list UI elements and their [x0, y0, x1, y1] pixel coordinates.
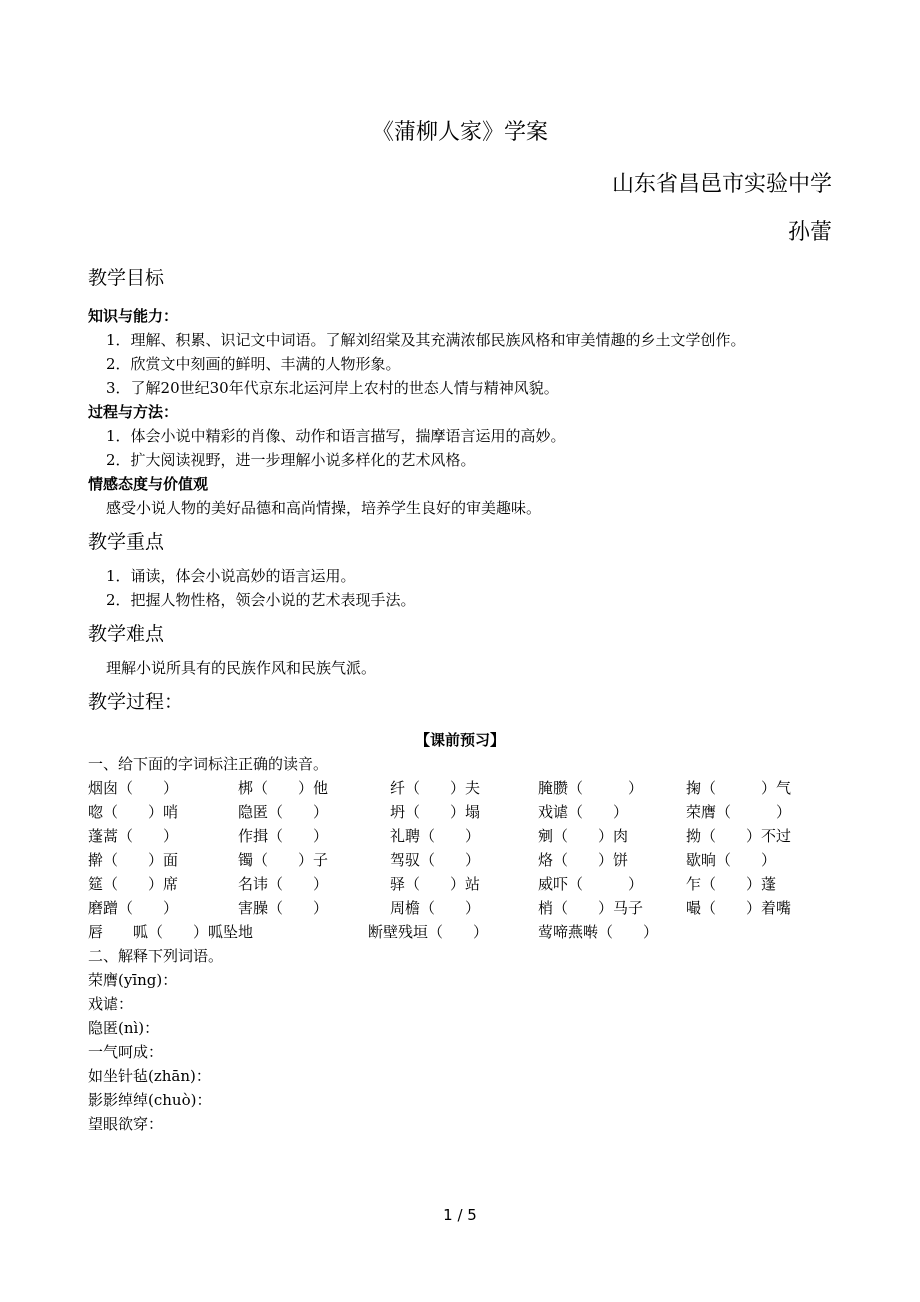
key-point-2: 2．把握人物性格，领会小说的艺术表现手法。: [106, 591, 416, 609]
teaching-process-heading: 教学过程：: [88, 691, 184, 713]
pinyin-cell: 作揖（ ）: [238, 827, 329, 845]
pinyin-cell: 筵（ ）席: [88, 875, 179, 893]
knowledge-item-2: 2．欣赏文中刻画的鲜明、丰满的人物形象。: [106, 355, 401, 373]
pinyin-cell: 蓬蒿（ ）: [88, 827, 179, 845]
process-method-item-2: 2．扩大阅读视野，进一步理解小说多样化的艺术风格。: [106, 451, 476, 469]
term-item: 荣膺(yīng)：: [88, 971, 178, 989]
process-method-label: 过程与方法：: [88, 403, 179, 421]
term-item: 一气呵成：: [88, 1043, 164, 1061]
knowledge-item-3: 3．了解20世纪30年代京东北运河岸上农村的世态人情与精神风貌。: [106, 379, 559, 397]
pinyin-cell: 驾驭（ ）: [390, 851, 481, 869]
document-body: [88, 264, 832, 1136]
key-points-heading: 教学重点: [88, 531, 165, 553]
pinyin-cell: 掬（ ）气: [686, 779, 792, 797]
pinyin-cell: 烙（ ）饼: [538, 851, 629, 869]
pinyin-cell: 周檐（ ）: [390, 899, 481, 917]
pinyin-row: [88, 776, 832, 800]
term-item: 望眼欲穿：: [88, 1115, 164, 1133]
task-1-instruction: 一、给下面的字词标注正确的读音。: [88, 755, 329, 773]
pinyin-cell: 磨蹭（ ）: [88, 899, 179, 917]
pinyin-cell: 礼聘（ ）: [390, 827, 481, 845]
pinyin-grid: [88, 776, 832, 944]
page-number: 1 / 5: [443, 1206, 477, 1224]
pinyin-row: [88, 848, 832, 872]
attitude-text: 感受小说人物的美好品德和高尚情操，培养学生良好的审美趣味。: [106, 499, 542, 517]
pinyin-cell: 烟囱（ ）: [88, 779, 179, 797]
pinyin-cell: 莺啼燕啭（ ）: [538, 923, 659, 941]
pinyin-cell: 纤（ ）夫: [390, 779, 481, 797]
pinyin-cell: 剜（ ）肉: [538, 827, 629, 845]
author-name: 孙蕾: [787, 220, 832, 245]
pinyin-cell: 隐匿（ ）: [238, 803, 329, 821]
pinyin-cell: 腌臜（ ）: [538, 779, 644, 797]
pinyin-cell: 唿（ ）哨: [88, 803, 179, 821]
term-item: 影影绰绰(chuò)：: [88, 1091, 212, 1109]
pinyin-cell: 歇晌（ ）: [686, 851, 777, 869]
knowledge-label: 知识与能力：: [88, 307, 179, 325]
difficulties-text: 理解小说所具有的民族作风和民族气派。: [106, 659, 377, 677]
preview-heading: 【课前预习】: [414, 731, 505, 749]
pinyin-row: [88, 896, 832, 920]
process-method-item-1: 1．体会小说中精彩的肖像、动作和语言描写，揣摩语言运用的高妙。: [106, 427, 566, 445]
term-item: 隐匿(nì)：: [88, 1019, 160, 1037]
pinyin-row: [88, 824, 832, 848]
school-name: 山东省昌邑市实验中学: [611, 172, 832, 197]
term-item: 如坐针毡(zhān)：: [88, 1067, 211, 1085]
pinyin-row: [88, 920, 832, 944]
pinyin-cell: 镯（ ）子: [238, 851, 329, 869]
difficulties-heading: 教学难点: [88, 623, 165, 645]
pinyin-cell: 威吓（ ）: [538, 875, 644, 893]
pinyin-cell: 戏谑（ ）: [538, 803, 629, 821]
key-point-1: 1．诵读，体会小说高妙的语言运用。: [106, 567, 356, 585]
pinyin-cell: 荣膺（ ）: [686, 803, 792, 821]
document-title: 《蒲柳人家》学案: [371, 120, 548, 145]
pinyin-cell: 梆（ ）他: [238, 779, 329, 797]
pinyin-row: [88, 800, 832, 824]
term-item: 戏谑：: [88, 995, 134, 1013]
pinyin-cell: 擀（ ）面: [88, 851, 179, 869]
pinyin-cell: 断壁残垣（ ）: [368, 923, 489, 941]
task-2-instruction: 二、解释下列词语。: [88, 947, 224, 965]
pinyin-cell: 驿（ ）站: [390, 875, 481, 893]
attitude-label: 情感态度与价值观: [88, 475, 209, 493]
pinyin-row: [88, 872, 832, 896]
pinyin-cell: 名讳（ ）: [238, 875, 329, 893]
pinyin-cell: 害臊（ ）: [238, 899, 329, 917]
pinyin-cell: 梢（ ）马子: [538, 899, 644, 917]
pinyin-cell: 拗（ ）不过: [686, 827, 792, 845]
pinyin-cell: 唇 呱（ ）呱坠地: [88, 923, 254, 941]
pinyin-cell: 嘬（ ）着嘴: [686, 899, 792, 917]
objectives-heading: 教学目标: [88, 267, 165, 289]
pinyin-cell: 乍（ ）蓬: [686, 875, 777, 893]
pinyin-cell: 坍（ ）塌: [390, 803, 481, 821]
knowledge-item-1: 1．理解、积累、识记文中词语。了解刘绍棠及其充满浓郁民族风格和审美情趣的乡土文学创作。: [106, 331, 746, 349]
